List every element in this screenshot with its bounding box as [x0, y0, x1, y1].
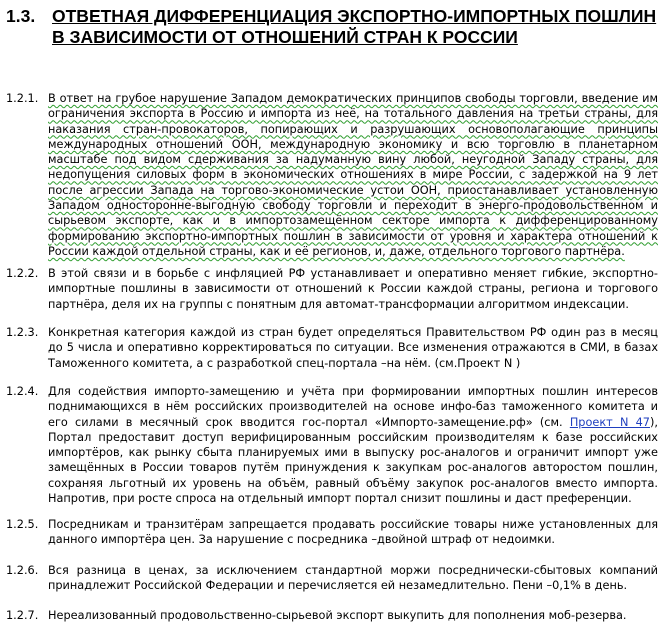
clause-1-2-1	[6, 91, 658, 259]
section-title: ОТВЕТНАЯ ДИФФЕРЕНЦИАЦИЯ ЭКСПОРТНО-ИМПОРТНЫХ ПОШЛИН В ЗАВИСИМОСТИ ОТ ОТНОШЕНИЙ СТРАН К РОССИИ	[52, 6, 657, 47]
clause-number: 1.2.7.	[6, 609, 39, 622]
clause-text: В ответ на грубое нарушение Западом демократических принципов свободы торговли, введение им ограничения экспорта в Россию и импорта из неё, на тотального давления на третьи страны, для наказания стран-провокаторов, попирающих и разрушающих основополагающие принципы международных отношений ООН, международную экономику и всю торговлю в планетарном масштабе под видом сдерживания за надуманную вину любой, неугодной Западу страны, для недопущения силовых форм в экономических отношениях в мире России, с задержкой на 9 лет после агрессии Запада на торгово-экономические устои ООН, приостанавливает установленную Западом одностороннe-выгодную свободу торговли и переходит в энерго-продовольственном и сырьевом экспорте, как и в импортозамещённом секторе импорта к дифференцированному формированию экспортно-импортных пошлин в зависимости от уровня и характера отношений к России каждой отдельной страны, как и её регионов, и, даже, отдельного торгового партнёра.	[48, 92, 658, 258]
clause-text: Вся разница в ценах, за исключением стандартной моржи посреднически-сбытовых компаний принадлежит Российской Федерации и перечисляется ей незамедлительно. Пени –0,1% в день.	[48, 564, 658, 593]
clause-text: В этой связи и в борьбе с инфляцией РФ устанавливает и оперативно меняет гибкие, экспортно-импортные пошлины в зависимости от отношений к России каждой страны, региона и торгового партнёра, деля их на группы с понятным для автомат-трансформации алгоритмом индексации.	[48, 267, 658, 311]
clause-number: 1.2.5.	[6, 518, 39, 531]
clause-1-2-3	[6, 325, 658, 371]
clause-1-2-2	[6, 266, 658, 312]
clause-1-2-7	[6, 608, 658, 623]
clause-number: 1.2.2.	[6, 267, 39, 280]
clause-text-part: Для содействия импорто-замещению и учёта при формировании импортных пошлин интересов поднимающихся в нём российских производителей на основе инфо-баз таможенного комитета и его силами в месячный срок вводится гос-портал «Импорто-замещение.рф» (см.	[48, 385, 658, 429]
section-heading	[6, 6, 666, 48]
project-47-link[interactable]: Проект N 47	[569, 415, 650, 429]
clause-number: 1.2.1.	[6, 92, 39, 105]
clause-text: Нереализованный продовольственно-сырьевой экспорт выкупить для пополнения моб-резерва.	[48, 609, 627, 622]
clause-number: 1.2.6.	[6, 564, 39, 577]
clause-text: Посредникам и транзитёрам запрещается продавать российские товары ниже установленных для данного импортёра цен. За нарушение с посредника –двойной штраф от недоимки.	[48, 518, 658, 547]
clause-text-part: ), Портал предоставит доступ верифицированным российским производителям к базе российских импортёров, как рынку сбыта планируемых ими в выпуску рос-аналогов и ограничит импорт уже замещённых в России товаров путём принуждения к закупкам рос-аналогов авторостом пошлин, сохраняя льготный их уровень на объём, равный объёму закупок рос-аналогов вместо импорта. Напротив, при росте спроса на отдельный импорт портал снизит пошлины и даст преференции.	[48, 415, 658, 506]
clause-number: 1.2.3.	[6, 326, 39, 339]
clause-1-2-6	[6, 563, 658, 594]
section-number: 1.3.	[6, 6, 36, 26]
clause-1-2-4	[6, 384, 658, 506]
clause-number: 1.2.4.	[6, 385, 39, 398]
clause-text	[48, 384, 658, 506]
clause-1-2-5	[6, 517, 658, 548]
clause-text: Конкретная категория каждой из стран будет определяться Правительством РФ один раз в месяц до 5 числа и оперативно корректироваться по ситуации. Все изменения отражаются в СМИ, в базах Таможенного комитета, а с разработкой спец-портала –на нём. (см.Проект N )	[48, 326, 658, 370]
